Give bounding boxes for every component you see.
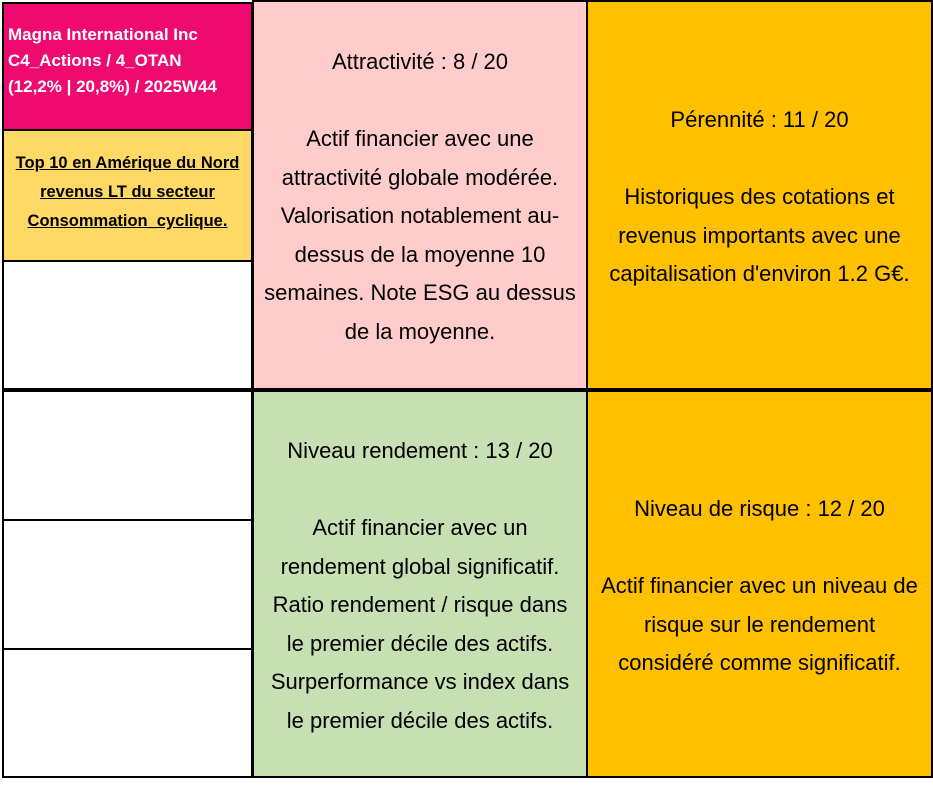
risque-heading: Niveau de risque : 12 / 20 bbox=[634, 496, 885, 521]
risque-panel bbox=[586, 390, 933, 778]
ranking-note-text: Top 10 en Amérique du Nord revenus LT du secteur Consommation_cyclique. bbox=[15, 154, 240, 230]
attractivite-text: Actif financier avec une attractivité globale modérée. Valorisation notablement au- dessus de la moyenne 10 semaines. Note ESG au dessus de la moyenne. bbox=[264, 126, 576, 344]
empty-cell-1 bbox=[2, 260, 253, 390]
ranking-note bbox=[2, 129, 253, 262]
company-name: Magna International Inc bbox=[8, 25, 198, 44]
title-block bbox=[2, 2, 253, 131]
empty-cell-2 bbox=[2, 390, 253, 521]
empty-cell-4 bbox=[2, 648, 253, 778]
rendement-text: Actif financier avec un rendement global significatif. Ratio rendement / risque dans le premier décile des actifs. Surperformance vs index dans le premier décile des actifs. bbox=[270, 515, 570, 733]
attractivite-panel bbox=[252, 0, 588, 390]
rendement-panel bbox=[252, 390, 588, 778]
risque-text: Actif financier avec un niveau de risque sur le rendement considéré comme significatif. bbox=[601, 573, 918, 675]
classification: C4_Actions / 4_OTAN bbox=[8, 51, 182, 70]
attractivite-heading: Attractivité : 8 / 20 bbox=[331, 49, 509, 74]
empty-cell-3 bbox=[2, 519, 253, 650]
perennite-heading: Pérennité : 11 / 20 bbox=[670, 107, 849, 132]
stats-line: (12,2% | 20,8%) / 2025W44 bbox=[8, 77, 217, 96]
rendement-heading: Niveau rendement : 13 / 20 bbox=[287, 438, 553, 463]
perennite-panel bbox=[586, 0, 933, 390]
perennite-text: Historiques des cotations et revenus importants avec une capitalisation d'environ 1.2 G€. bbox=[609, 184, 910, 286]
